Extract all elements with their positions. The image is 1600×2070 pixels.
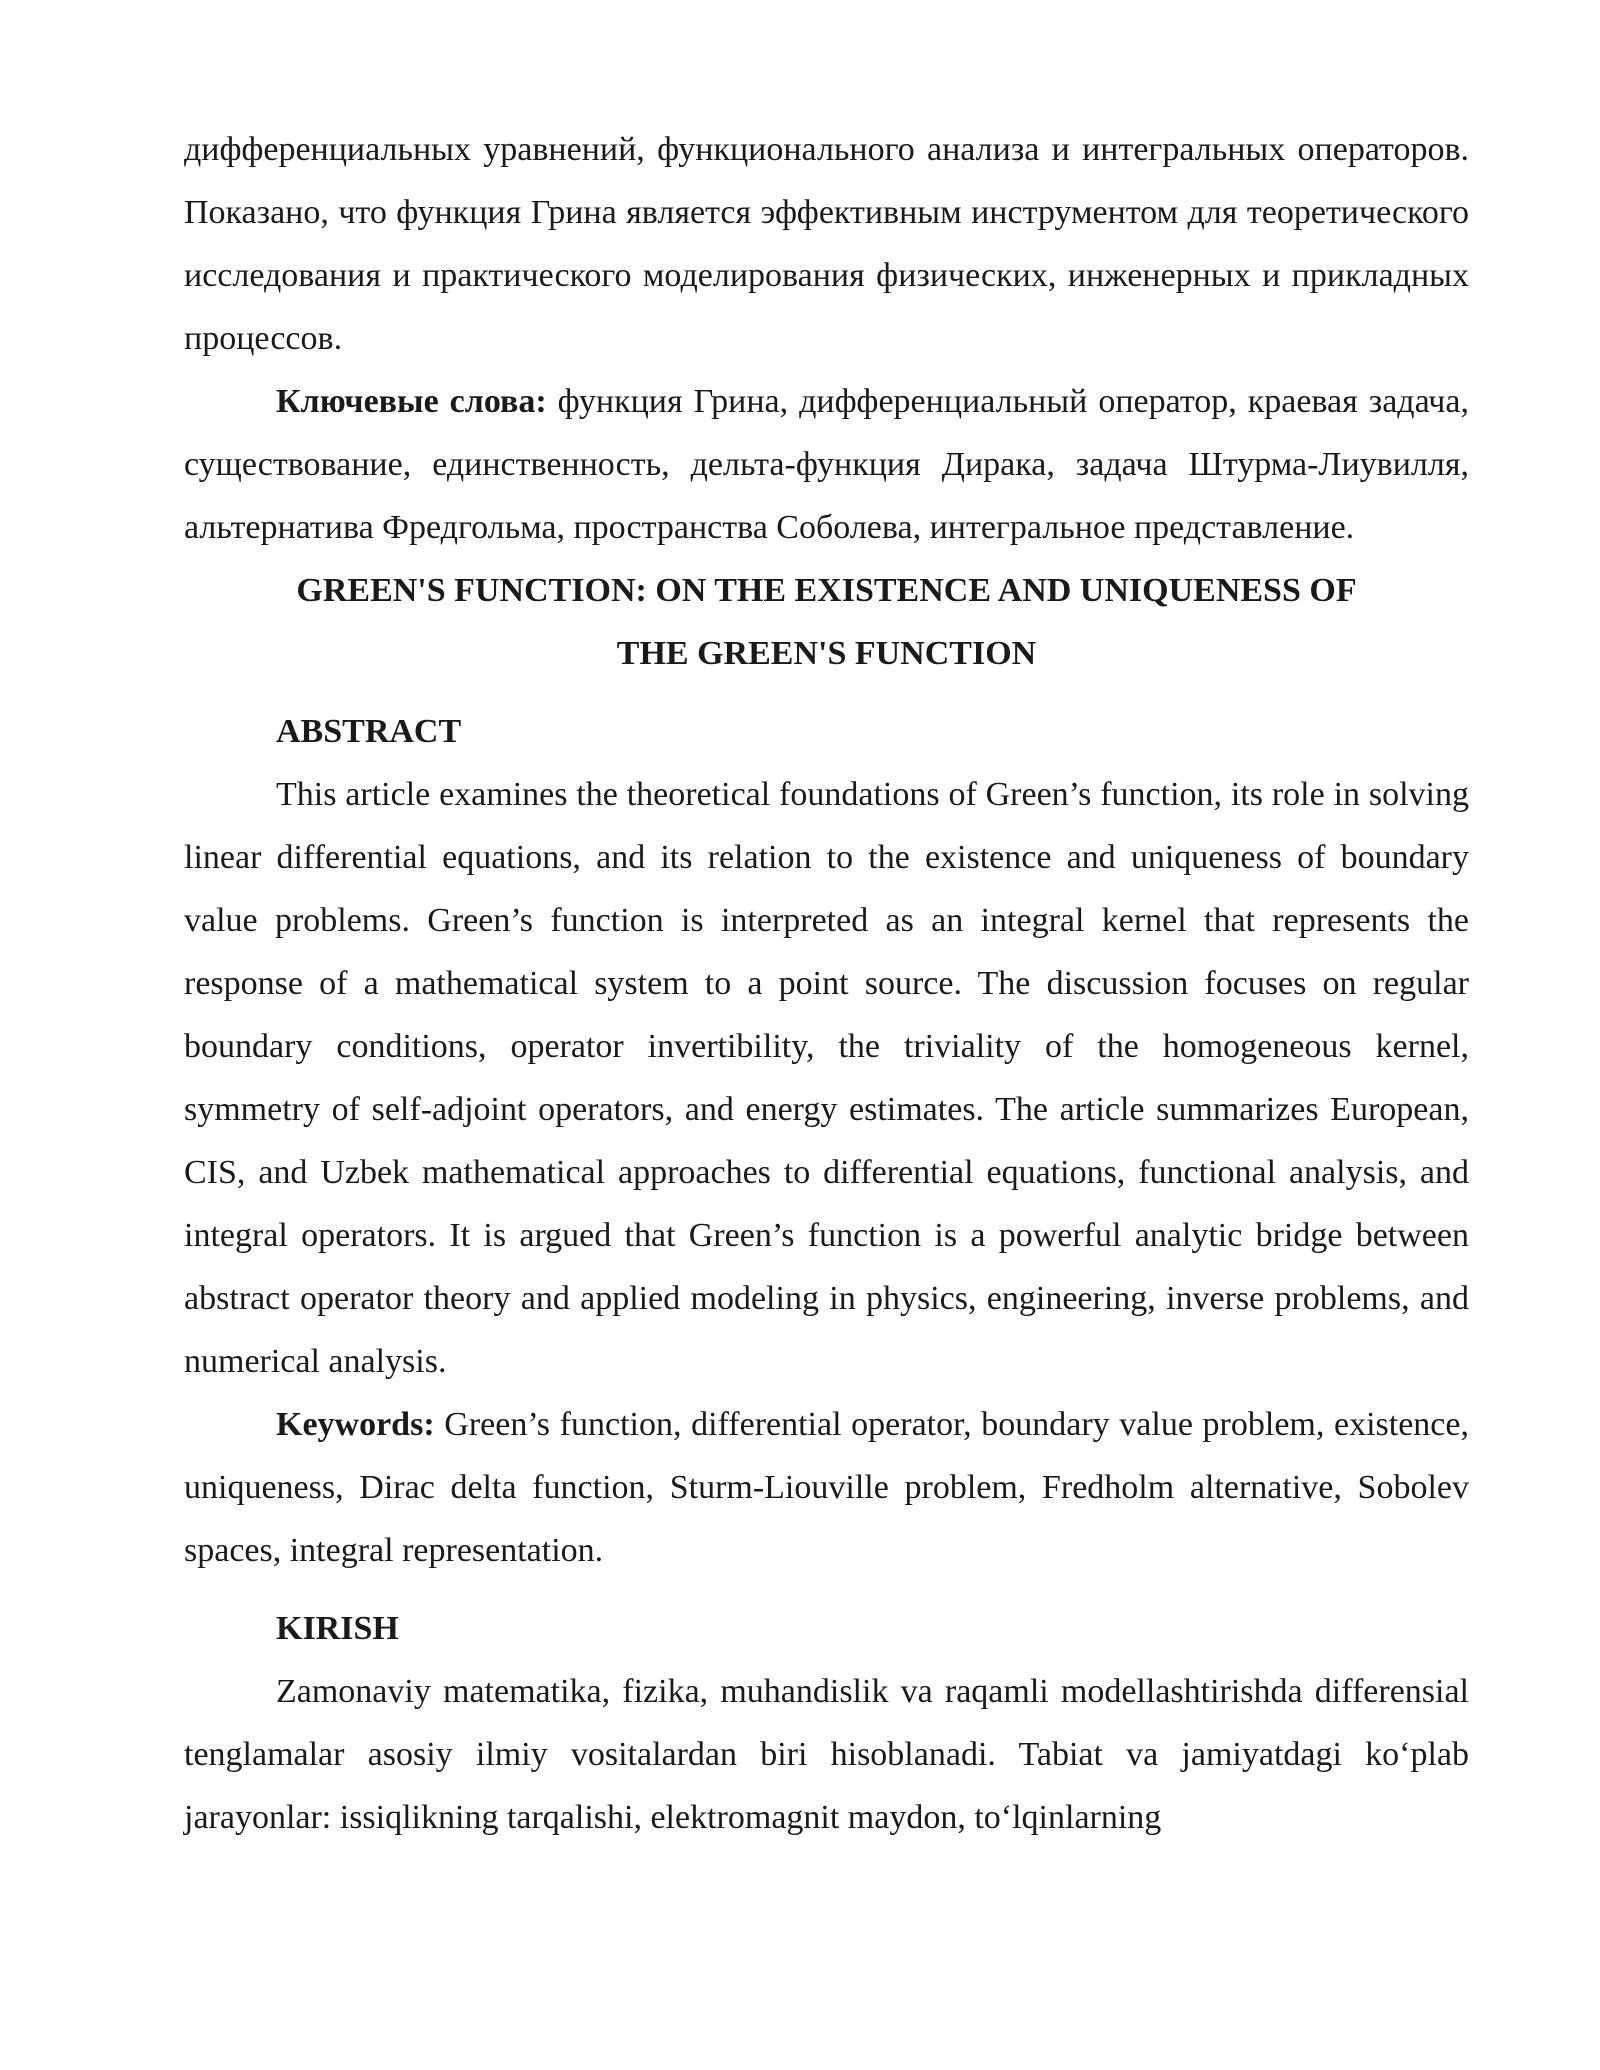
abstract-heading: ABSTRACT <box>276 713 462 750</box>
kirish-heading: KIRISH <box>276 1610 399 1647</box>
document-page <box>184 118 1469 1849</box>
russian-keywords-text: функция Грина, дифференциальный оператор, краевая задача, существование, единственность, дельта-функция Дирака, задача Штурма-Лиувилля, альтернатива Фредгольма, пространства Соболева, интегральное представление. <box>184 383 1469 546</box>
abstract-text: This article examines the theoretical foundations of Green’s function, its role in solving linear differential equations, and its relation to the existence and uniqueness of boundary value problems. Green’s function is interpreted as an integral kernel that represents the response of a mathematical system to a point source. The discussion focuses on regular boundary conditions, operator invertibility, the triviality of the homogeneous kernel, symmetry of self-adjoint operators, and energy estimates. The article summarizes European, CIS, and Uzbek mathematical approaches to differential equations, functional analysis, and integral operators. It is argued that Green’s function is a powerful analytic bridge between abstract operator theory and applied modeling in physics, engineering, inverse problems, and numerical analysis. <box>184 776 1469 1380</box>
russian-keywords <box>184 370 1469 559</box>
english-keywords-text: Green’s function, differential operator, boundary value problem, existence, uniqueness, Dirac delta function, Sturm-Liouville problem, Fredholm alternative, Sobolev spaces, integral representation. <box>184 1406 1469 1569</box>
russian-keywords-label: Ключевые слова: <box>276 383 547 420</box>
english-keywords-label: Keywords: <box>276 1406 435 1443</box>
english-title <box>184 559 1469 685</box>
english-title-line-2: THE GREEN'S FUNCTION <box>616 635 1037 672</box>
russian-abstract-continuation: дифференциальных уравнений, функционального анализа и интегральных операторов. Показано, что функция Грина является эффективным инструментом для теоретического исследования и практического моделирования физических, инженерных и прикладных процессов. <box>184 131 1469 357</box>
english-keywords <box>184 1393 1469 1582</box>
kirish-text: Zamonaviy matematika, fizika, muhandislik va raqamli modellashtirishda differensial tenglamalar asosiy ilmiy vositalardan biri hisoblanadi. Tabiat va jamiyatdagi ko‘plab jarayonlar: issiqlikning tarqalishi, elektromagnit maydon, to‘lqinlarning <box>184 1673 1469 1836</box>
english-title-line-1: GREEN'S FUNCTION: ON THE EXISTENCE AND UNIQUENESS OF <box>296 572 1357 609</box>
